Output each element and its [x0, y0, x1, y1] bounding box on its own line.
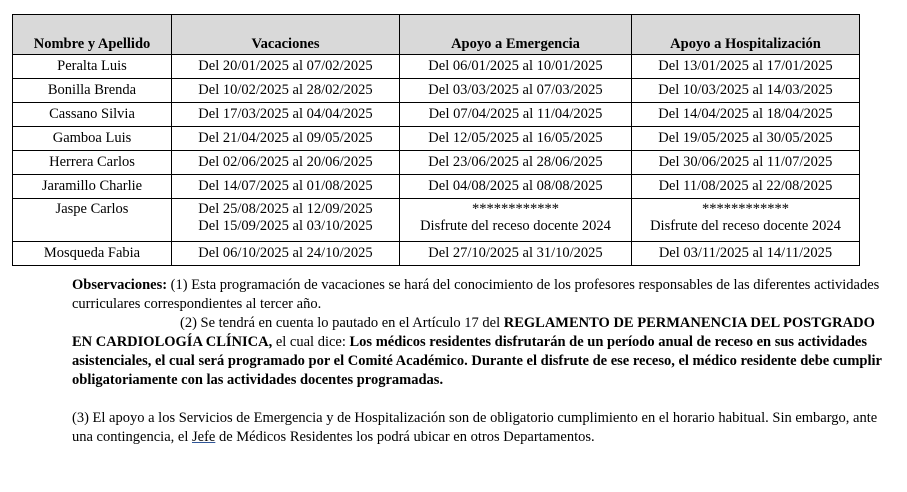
cell-hospitalizacion: Del 13/01/2025 al 17/01/2025: [632, 55, 860, 79]
table-row: [13, 79, 860, 103]
cell-name: Peralta Luis: [13, 55, 172, 79]
table-row: [13, 55, 860, 79]
observation-1-text: (1) Esta programación de vacaciones se hará del conocimiento de los profesores responsables de las diferentes actividades curriculares correspondientes al tercer año.: [72, 277, 880, 312]
cell-name: Herrera Carlos: [13, 151, 172, 175]
observations: [72, 276, 892, 447]
cell-emergencia: Del 23/06/2025 al 28/06/2025: [400, 151, 632, 175]
observation-3: [72, 409, 892, 447]
header-emergencia: Apoyo a Emergencia: [400, 15, 632, 55]
cell-name: Gamboa Luis: [13, 127, 172, 151]
cell-vacaciones: Del 14/07/2025 al 01/08/2025: [172, 175, 400, 199]
observation-2-prefix: (2) Se tendrá en cuenta lo pautado en el Artículo 17 del: [180, 315, 504, 331]
cell-line: Disfrute del receso docente 2024: [650, 218, 841, 234]
table-row: [13, 175, 860, 199]
cell-line: ************: [472, 201, 559, 217]
cell-emergencia: Del 07/04/2025 al 11/04/2025: [400, 103, 632, 127]
cell-name: Bonilla Brenda: [13, 79, 172, 103]
cell-hospitalizacion: Del 10/03/2025 al 14/03/2025: [632, 79, 860, 103]
table-header-row: [13, 15, 860, 55]
table-row: [13, 242, 860, 266]
cell-line: Disfrute del receso docente 2024: [420, 218, 611, 234]
cell-hospitalizacion: Del 03/11/2025 al 14/11/2025: [632, 242, 860, 266]
table-row: [13, 151, 860, 175]
cell-name: Jaramillo Charlie: [13, 175, 172, 199]
observation-3-after: de Médicos Residentes los podrá ubicar en otros Departamentos.: [215, 429, 595, 445]
header-vacaciones: Vacaciones: [172, 15, 400, 55]
cell-emergencia: Del 27/10/2025 al 31/10/2025: [400, 242, 632, 266]
cell-name: Jaspe Carlos: [13, 199, 172, 242]
cell-hospitalizacion: Del 19/05/2025 al 30/05/2025: [632, 127, 860, 151]
observation-3-before: (3) El apoyo a los Servicios de Emergencia y de Hospitalización son de obligatorio cumplimiento en el horario habitual. Sin embargo, ante una contingencia, el: [72, 410, 878, 445]
jefe-link[interactable]: Jefe: [191, 429, 216, 445]
observation-2: [72, 314, 892, 390]
cell-hospitalizacion: Del 14/04/2025 al 18/04/2025: [632, 103, 860, 127]
cell-line: Del 25/08/2025 al 12/09/2025: [198, 201, 373, 217]
cell-name: Mosqueda Fabia: [13, 242, 172, 266]
cell-emergencia: Del 03/03/2025 al 07/03/2025: [400, 79, 632, 103]
regulation-title: REGLAMENTO DE PERMANENCIA DEL POSTGRADO EN CARDIOLOGÍA CLÍNICA,: [72, 315, 875, 350]
observations-label: Observaciones:: [72, 277, 168, 293]
table-row: [13, 127, 860, 151]
header-hospitalizacion: Apoyo a Hospitalización: [632, 15, 860, 55]
cell-vacaciones: Del 06/10/2025 al 24/10/2025: [172, 242, 400, 266]
table-row: [13, 103, 860, 127]
cell-line: ************: [702, 201, 789, 217]
cell-emergencia: Del 12/05/2025 al 16/05/2025: [400, 127, 632, 151]
regulation-quote: Los médicos residentes disfrutarán de un período anual de receso en sus actividades asistenciales, el cual será programado por el Comité Académico. Durante el disfrute de ese receso, el médico residente debe cumplir obligatoriamente con las actividades docentes programadas.: [72, 334, 882, 388]
observation-1: [72, 276, 892, 314]
cell-hospitalizacion: Del 11/08/2025 al 22/08/2025: [632, 175, 860, 199]
cell-line: Del 15/09/2025 al 03/10/2025: [198, 218, 373, 234]
cell-vacaciones: Del 10/02/2025 al 28/02/2025: [172, 79, 400, 103]
cell-emergencia: Del 04/08/2025 al 08/08/2025: [400, 175, 632, 199]
cell-vacaciones: Del 21/04/2025 al 09/05/2025: [172, 127, 400, 151]
cell-hospitalizacion: Del 30/06/2025 al 11/07/2025: [632, 151, 860, 175]
cell-name: Cassano Silvia: [13, 103, 172, 127]
cell-vacaciones: Del 17/03/2025 al 04/04/2025: [172, 103, 400, 127]
cell-emergencia: Del 06/01/2025 al 10/01/2025: [400, 55, 632, 79]
observation-2-middle: el cual dice:: [272, 334, 350, 350]
header-name: Nombre y Apellido: [13, 15, 172, 55]
schedule-table: [12, 14, 860, 266]
cell-vacaciones: Del 20/01/2025 al 07/02/2025: [172, 55, 400, 79]
cell-emergencia: [400, 199, 632, 242]
cell-hospitalizacion: [632, 199, 860, 242]
cell-vacaciones: Del 02/06/2025 al 20/06/2025: [172, 151, 400, 175]
cell-vacaciones: [172, 199, 400, 242]
table-row: [13, 199, 860, 242]
